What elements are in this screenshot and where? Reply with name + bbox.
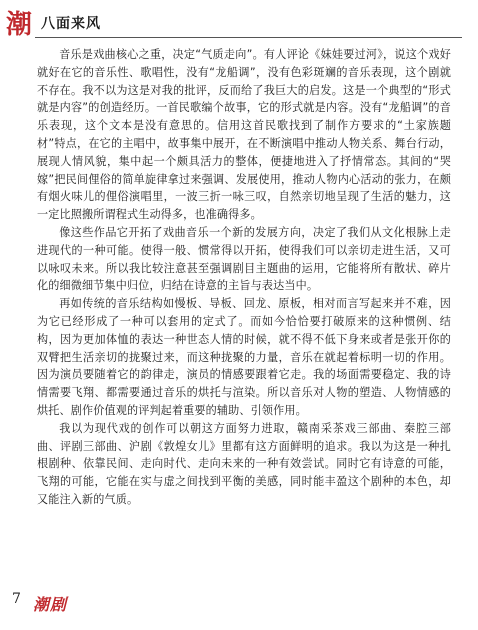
paragraph: 再如传统的音乐结构如慢板、导板、回龙、原板，相对而言写起来并不难，因为它已经形成了一种可以套用的定式了。而如今恰恰要打破原来的这种惯例、结构，因为更加体恤的表达一种世态人情的时候，就不得不低下身来或者是张开你的双臂把生活亲切的拢聚过来，而这种拢聚的力量，音乐在就起着标明一切的作用。因为演员要随着它的韵律走，演员的情感要跟着它走。我的场面需要稳定、我的诗情需要飞翔、都需要通过音乐的烘托与渲染。所以音乐对人物的塑造、人物情感的烘托、剧作价值观的评判起着重要的辅助、引领作用。 (37, 297, 451, 417)
header-divider (35, 37, 462, 38)
paragraph: 我以为现代戏的创作可以朝这方面努力进取，赣南采茶戏三部曲、秦腔三部曲、评剧三部曲、沪剧《敦煌女儿》里都有这方面鲜明的追求。我以为这是一种扎根剧种、依靠民间、走向时代、走向未来的一种有效尝试。同时它有诗意的可能，飞翔的可能，它能在实与虚之间找到平衡的美感，同时能丰盈这个剧种的本色，却又能注入新的气质。 (37, 421, 451, 506)
paragraph: 像这些作品它开拓了戏曲音乐一个新的发展方向，决定了我们从文化根脉上走进现代的一种可能。使得一般、惯常得以开拓，使得我们可以亲切走进生活，又可以咏叹未来。所以我比较注意甚至强调剧目主题曲的运用，它能将所有散状、碎片化的细微细节集中归位，归结在诗意的主旨与表达当中。 (37, 225, 451, 293)
magazine-logo: 潮 (5, 10, 32, 40)
article-body (37, 46, 451, 509)
section-title: 八面来风 (41, 16, 101, 32)
page-number: 7 (12, 591, 21, 607)
paragraph: 音乐是戏曲核心之重，决定“气质走向”。有人评论《妹娃要过河》，说这个戏好就好在它的音乐性、歌唱性，没有“龙船调”，没有色彩斑斓的音乐表现，这个剧就不存在。我不以为这是对我的批评，反而给了我巨大的启发。这是一个典型的“形式就是内容”的创造经历。一首民歌编个故事，它的形式就是内容。没有“龙船调”的音乐表现，这个文本是没有意思的。信用这首民歌找到了制作方要求的“土家族题材”特点，在它的主唱中，故事集中展开，在不断演唱中推动人物关系、舞台行动，展现人情风貌，集中起一个颇具活力的整体，便捷地进入了抒情常态。其间的“哭嫁”把民间俚俗的简单旋律拿过来强调、发展使用，推动人物内心活动的张力，在颇有烟火味儿的俚俗演唱里，一波三折一咏三叹，自然亲切地呈现了生活的魅力，这一定比照搬所谓程式生动得多，也准确得多。 (37, 48, 451, 222)
footer-logo: 潮剧 (33, 595, 68, 614)
